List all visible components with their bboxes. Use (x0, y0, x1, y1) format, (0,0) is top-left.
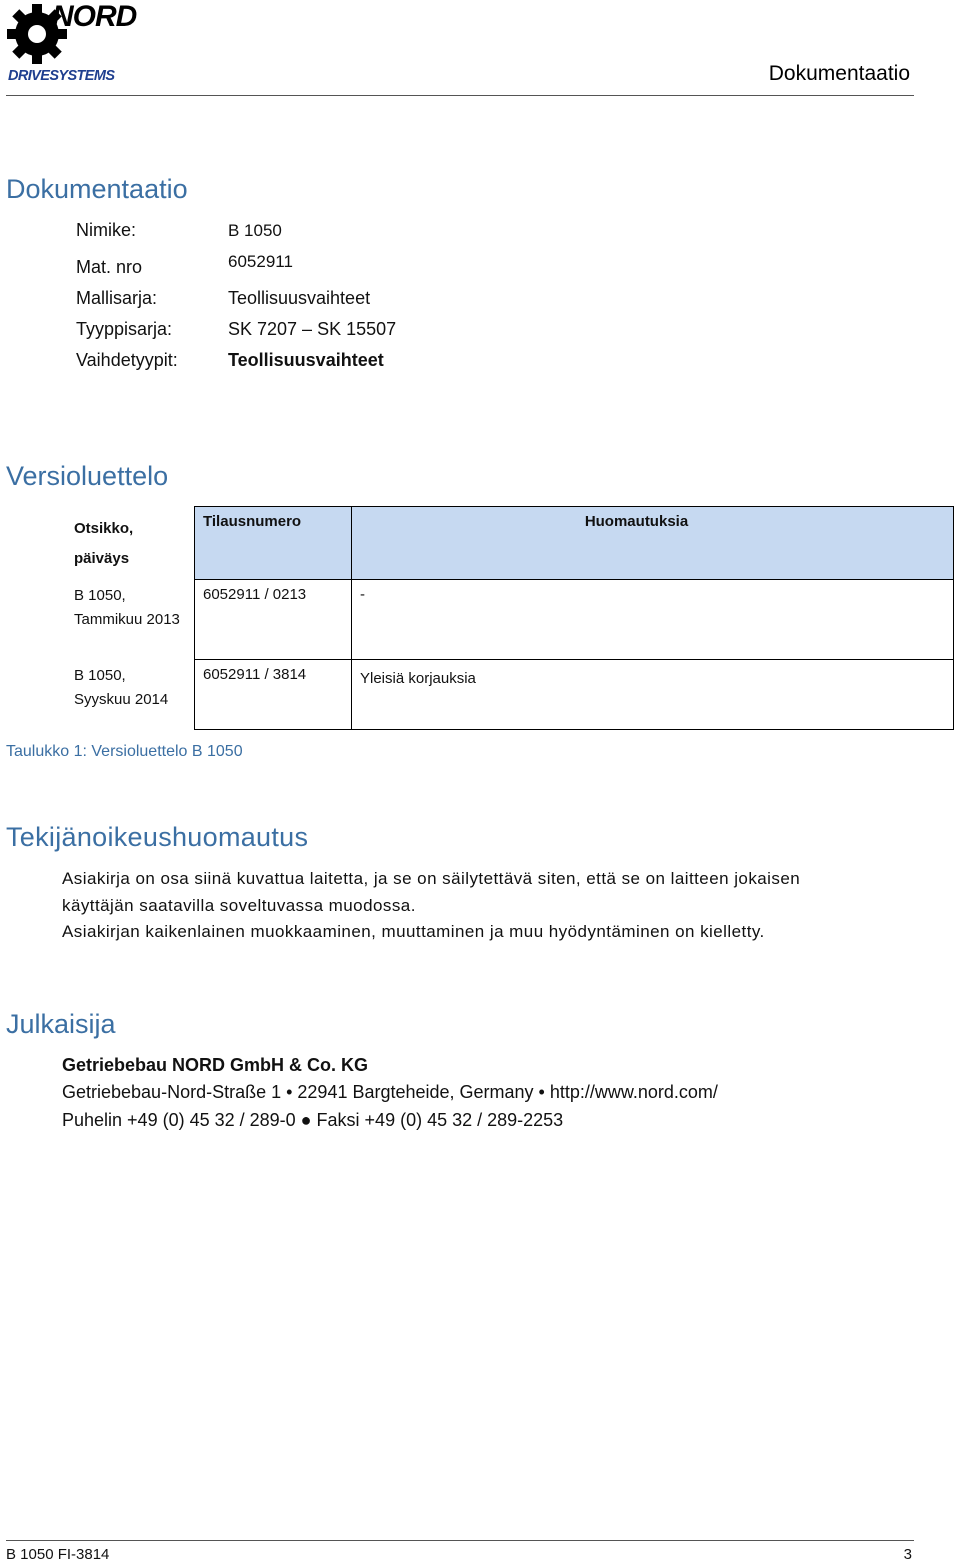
section-heading-documentation: Dokumentaatio (6, 174, 188, 204)
nord-logo (6, 0, 137, 88)
info-value: B 1050 (228, 221, 282, 240)
version-table (66, 506, 954, 730)
header-title: Dokumentaatio (768, 62, 910, 85)
cell-notes: Yleisiä korjauksia (352, 660, 954, 730)
info-label: Mat. nro (76, 257, 143, 277)
column-header-title-date: Otsikko, päiväys (66, 507, 195, 580)
copyright-line: käyttäjän saatavilla soveltuvassa muodossa. (62, 896, 416, 915)
info-label: Mallisarja: (76, 288, 158, 308)
header-divider (6, 95, 914, 96)
table-caption: Taulukko 1: Versioluettelo B 1050 (6, 743, 243, 760)
cell-order-number: 6052911 / 3814 (195, 660, 352, 730)
info-label: Tyyppisarja: (76, 319, 173, 339)
table-row (66, 580, 954, 660)
copyright-line: Asiakirja on osa siinä kuvattua laitetta, ja se on säilytettävä siten, että se on laitteen jokaisen (62, 869, 801, 888)
section-heading-publisher: Julkaisija (6, 1009, 116, 1039)
section-heading-version-list: Versioluettelo (6, 461, 169, 491)
info-label: Nimike: (76, 220, 137, 240)
page-number: 3 (903, 1546, 912, 1563)
cell-order-number: 6052911 / 0213 (195, 580, 352, 660)
table-header-row (66, 507, 954, 580)
cell-title-date: B 1050, Tammikuu 2013 (66, 580, 195, 660)
footer-document-id: B 1050 FI-3814 (6, 1546, 110, 1563)
table-row (66, 660, 954, 730)
publisher-address: Getriebebau-Nord-Straße 1 • 22941 Bargteheide, Germany • http://www.nord.com/ (62, 1082, 718, 1102)
info-label: Vaihdetyypit: (76, 350, 178, 370)
column-header-notes: Huomautuksia (352, 507, 954, 580)
info-value: Teollisuusvaihteet (228, 288, 371, 308)
info-value: 6052911 (228, 252, 293, 271)
copyright-line: Asiakirjan kaikenlainen muokkaaminen, muuttaminen ja muu hyödyntäminen on kielletty. (62, 922, 765, 941)
section-heading-copyright: Tekijänoikeushuomautus (6, 822, 309, 852)
footer-divider (6, 1540, 914, 1541)
publisher-contact: Puhelin +49 (0) 45 32 / 289-0 ● Faksi +49 (0) 45 32 / 289-2253 (62, 1110, 564, 1130)
publisher-company: Getriebebau NORD GmbH & Co. KG (62, 1055, 369, 1075)
column-header-order-number: Tilausnumero (195, 507, 352, 580)
logo-word: NORD (52, 0, 137, 33)
cell-title-date: B 1050, Syyskuu 2014 (66, 660, 195, 730)
info-value: Teollisuusvaihteet (228, 350, 384, 370)
logo-subtitle: DRIVESYSTEMS (8, 68, 115, 84)
info-value: SK 7207 – SK 15507 (228, 319, 397, 339)
cell-notes: - (352, 580, 954, 660)
